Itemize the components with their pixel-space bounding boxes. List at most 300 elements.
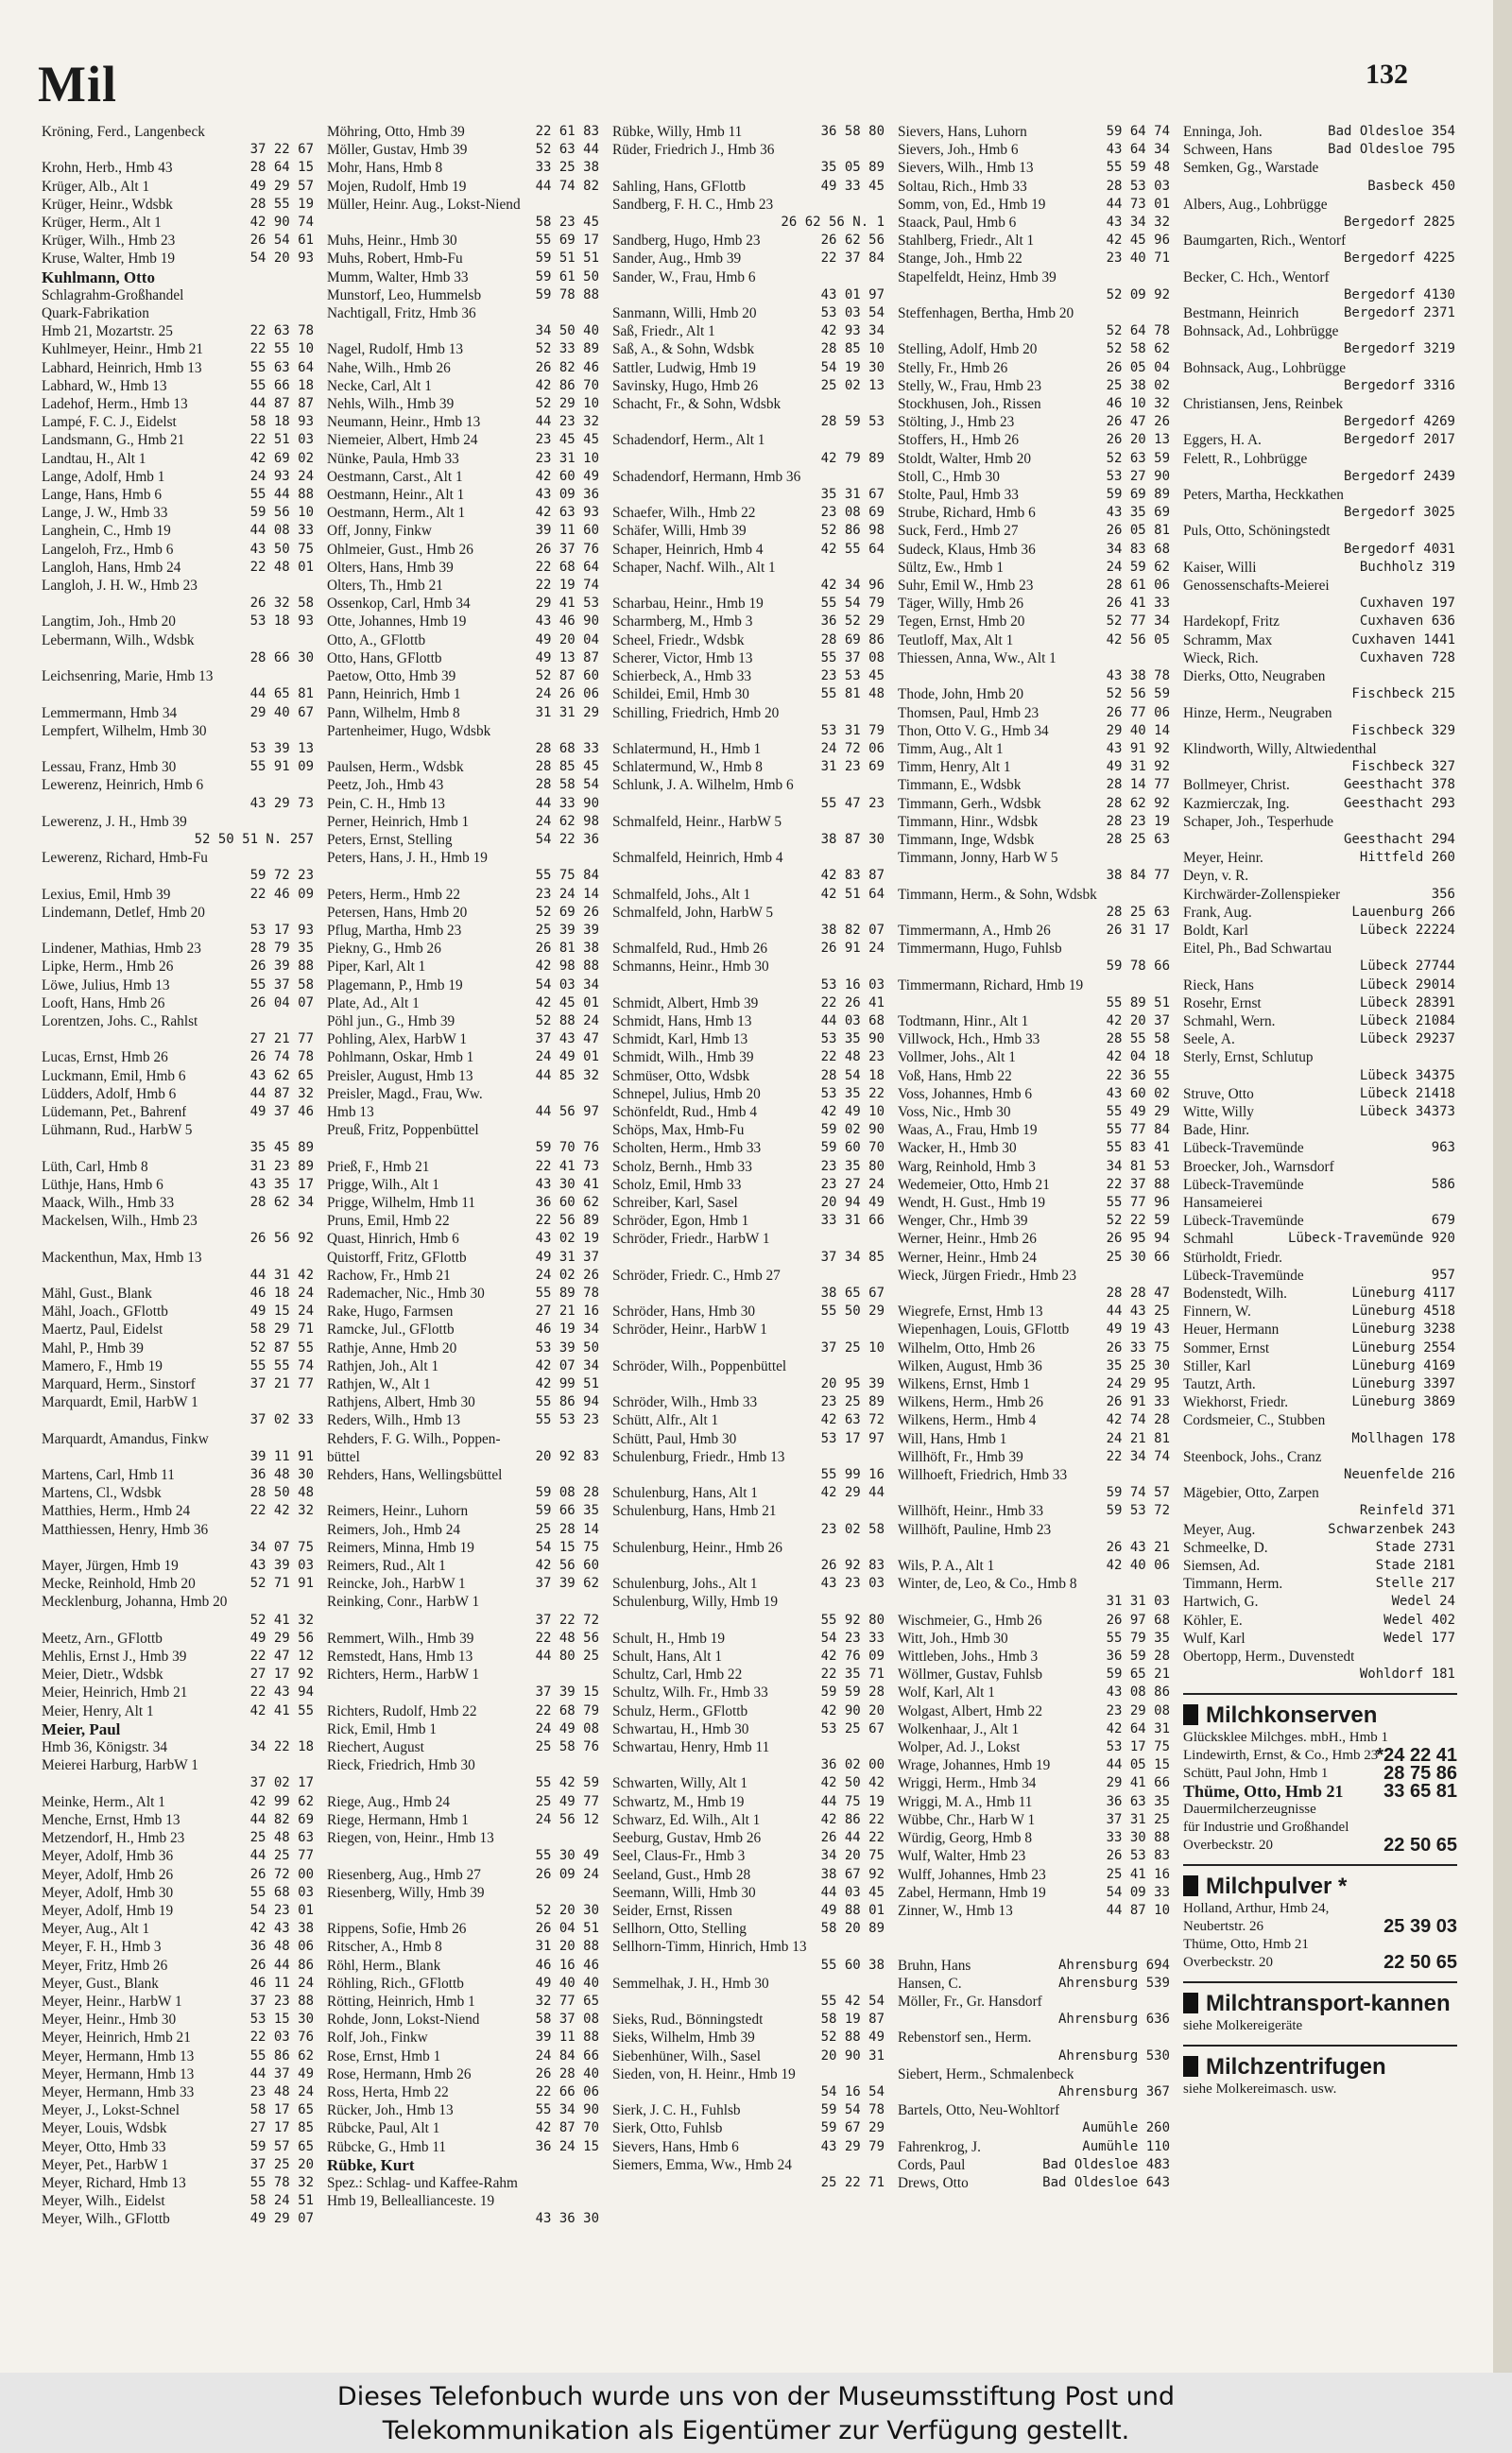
listing-entry bbox=[898, 486, 1172, 504]
listing-number: 36 63 35 bbox=[1104, 1793, 1170, 1811]
listing-name: Schmidt, Wilh., Hmb 39 bbox=[612, 1049, 754, 1066]
listing-entry bbox=[327, 867, 601, 885]
feature-subline: für Industrie und Großhandel bbox=[1183, 1820, 1349, 1836]
listing-name: Timmann, Herm., & Sohn, Wdsbk bbox=[898, 886, 1097, 903]
listing-name: Rücker, Joh., Hmb 13 bbox=[327, 2102, 454, 2119]
listing-name: Sieks, Rud., Bönningstedt bbox=[612, 2012, 764, 2029]
listing-name bbox=[612, 486, 616, 504]
listing-number: 36 24 15 bbox=[533, 2138, 599, 2156]
listing-name: Schaper, Nachf. Wilh., Alt 1 bbox=[612, 559, 776, 576]
listing-number: 58 23 45 bbox=[533, 214, 599, 232]
listing-number: 49 15 24 bbox=[248, 1303, 314, 1321]
listing-name: Sanmann, Willi, Hmb 20 bbox=[612, 305, 757, 322]
listing-name: Seemann, Willi, Hmb 30 bbox=[612, 1884, 756, 1901]
listing-entry bbox=[612, 2065, 886, 2083]
listing-name: Marquardt, Amandus, Finkw bbox=[42, 1430, 209, 1447]
listing-entry bbox=[42, 1829, 316, 1847]
listing-entry bbox=[612, 940, 886, 958]
listing-number: 23 25 89 bbox=[818, 1393, 885, 1411]
listing-number: 26 95 94 bbox=[1104, 1230, 1170, 1248]
listing-number: Lüneburg 4518 bbox=[1349, 1303, 1455, 1321]
listing-entry bbox=[327, 958, 601, 976]
listing-name: Lebermann, Wilh., Wdsbk bbox=[42, 631, 195, 648]
listing-number: 28 61 06 bbox=[1104, 577, 1170, 595]
listing-number: 55 54 79 bbox=[818, 595, 885, 613]
listing-number: 28 54 18 bbox=[818, 1067, 885, 1085]
listing-number: 27 21 77 bbox=[248, 1030, 314, 1048]
listing-entry bbox=[42, 559, 316, 577]
listing-entry bbox=[612, 1684, 886, 1702]
listing-entry bbox=[898, 1811, 1172, 1829]
listing-number: 26 62 56 N. 1 bbox=[778, 214, 885, 232]
listing-number: 49 40 40 bbox=[533, 1975, 599, 1993]
listing-entry bbox=[1183, 1502, 1457, 1520]
listing-entry bbox=[898, 958, 1172, 976]
listing-name bbox=[898, 1938, 902, 1956]
listing-entry bbox=[1183, 1630, 1457, 1648]
listing-entry bbox=[898, 522, 1172, 540]
listing-number: 55 68 03 bbox=[248, 1884, 314, 1902]
listing-number: 34 83 68 bbox=[1104, 541, 1170, 559]
listing-number: Fischbeck 327 bbox=[1349, 758, 1455, 776]
listing-entry bbox=[327, 541, 601, 559]
listing-entry bbox=[327, 1866, 601, 1884]
listing-entry bbox=[898, 196, 1172, 214]
listing-name: Stelly, Fr., Hmb 26 bbox=[898, 359, 1008, 376]
listing-number: 42 90 74 bbox=[248, 214, 314, 232]
listing-name bbox=[612, 2083, 616, 2101]
listing-entry bbox=[327, 359, 601, 377]
listing-number: Basbeck 450 bbox=[1365, 178, 1455, 196]
listing-number: 42 69 02 bbox=[248, 450, 314, 468]
listing-number: 23 29 08 bbox=[1104, 1702, 1170, 1720]
listing-entry bbox=[898, 286, 1172, 304]
listing-entry bbox=[612, 232, 886, 250]
listing-entry bbox=[42, 286, 316, 304]
listing-entry bbox=[327, 1067, 601, 1085]
listing-entry bbox=[327, 1484, 601, 1502]
listing-entry bbox=[42, 1267, 316, 1285]
listing-number: 55 89 51 bbox=[1104, 994, 1170, 1012]
footer-line-1: Dieses Telefonbuch wurde uns von der Museumsstiftung Post und bbox=[336, 2382, 1176, 2411]
listing-number: 44 23 32 bbox=[533, 413, 599, 431]
ad-line-number: 33 65 81 bbox=[1383, 1781, 1457, 1803]
listing-entry bbox=[898, 1194, 1172, 1212]
listing-number: Wohldorf 181 bbox=[1357, 1666, 1455, 1684]
listing-entry bbox=[327, 1103, 601, 1121]
listing-entry bbox=[612, 1103, 886, 1121]
listing-number: Ahrensburg 539 bbox=[1056, 1975, 1170, 1993]
listing-number: 26 54 61 bbox=[248, 232, 314, 250]
category-ad bbox=[1183, 2045, 1457, 2099]
listing-number: 42 86 22 bbox=[818, 1811, 885, 1829]
listing-entry bbox=[42, 413, 316, 431]
listing-entry bbox=[612, 559, 886, 577]
ad-line-name: siehe Molkereimasch. usw. bbox=[1183, 2082, 1337, 2098]
listing-name bbox=[898, 286, 902, 304]
listing-number: 34 81 53 bbox=[1104, 1158, 1170, 1176]
listing-number: 52 87 60 bbox=[533, 667, 599, 685]
listing-number: 59 57 65 bbox=[248, 2138, 314, 2156]
listing-number: 39 11 60 bbox=[533, 522, 599, 540]
listing-number: 52 69 26 bbox=[533, 904, 599, 922]
listing-number: 25 38 02 bbox=[1104, 377, 1170, 395]
listing-entry bbox=[1183, 776, 1457, 794]
listing-number: 43 35 69 bbox=[1104, 504, 1170, 522]
listing-entry bbox=[612, 1212, 886, 1230]
listing-entry bbox=[898, 1866, 1172, 1884]
listing-name: Marquardt, Emil, HarbW 1 bbox=[42, 1394, 198, 1411]
listing-name: Schütt, Paul, Hmb 30 bbox=[612, 1430, 737, 1447]
listing-name bbox=[1183, 1666, 1187, 1684]
listing-entry bbox=[327, 268, 601, 286]
listing-entry bbox=[1183, 1085, 1457, 1103]
feature-number: 22 50 65 bbox=[1383, 1835, 1457, 1857]
listing-entry bbox=[1183, 178, 1457, 196]
listing-name: Schacht, Fr., & Sohn, Wdsbk bbox=[612, 396, 782, 413]
listing-entry bbox=[327, 1212, 601, 1230]
listing-entry bbox=[42, 1466, 316, 1484]
listing-entry bbox=[42, 2174, 316, 2192]
listing-name bbox=[898, 2011, 902, 2029]
listing-number: 43 34 32 bbox=[1104, 214, 1170, 232]
listing-name: Schröder, Friedr., HarbW 1 bbox=[612, 1231, 770, 1248]
page-heading: Mil bbox=[38, 56, 117, 112]
listing-name: Timm, Henry, Alt 1 bbox=[898, 759, 1011, 776]
listing-number: 43 02 19 bbox=[533, 1230, 599, 1248]
listing-number: 58 24 51 bbox=[248, 2192, 314, 2210]
listing-number: 22 37 84 bbox=[818, 250, 885, 268]
listing-name bbox=[898, 2083, 902, 2101]
listing-name: Mackenthun, Max, Hmb 13 bbox=[42, 1249, 202, 1266]
listing-name bbox=[42, 649, 45, 667]
listing-entry bbox=[1183, 541, 1457, 559]
listing-name: Saß, A., & Sohn, Wdsbk bbox=[612, 341, 755, 358]
listing-number: 25 49 77 bbox=[533, 1793, 599, 1811]
listing-name: Schmalfeld, Heinr., HarbW 5 bbox=[612, 813, 782, 830]
listing-name: Seele, A. bbox=[1183, 1031, 1235, 1048]
listing-name: Wilkens, Herm., Hmb 4 bbox=[898, 1412, 1037, 1429]
listing-number: 28 25 63 bbox=[1104, 904, 1170, 922]
listing-number: 43 23 03 bbox=[818, 1575, 885, 1593]
listing-entry bbox=[898, 1630, 1172, 1648]
listing-entry bbox=[612, 1321, 886, 1339]
listing-entry bbox=[1183, 1212, 1457, 1230]
listing-entry bbox=[42, 667, 316, 685]
ad-line-name: Glücksklee Milchges. mbH., Hmb 1 bbox=[1183, 1730, 1389, 1746]
listing-number: 26 72 00 bbox=[248, 1866, 314, 1884]
listing-name: Pohlmann, Oskar, Hmb 1 bbox=[327, 1049, 474, 1066]
ad-line-name: Neubertstr. 26 bbox=[1183, 1919, 1263, 1935]
listing-name: Sierk, J. C. H., Fuhlsb bbox=[612, 2102, 741, 2119]
listing-entry bbox=[42, 1375, 316, 1393]
listing-entry bbox=[898, 704, 1172, 722]
listing-name: Schmanns, Heinr., Hmb 30 bbox=[612, 959, 769, 976]
listing-entry bbox=[612, 522, 886, 540]
listing-number: 44 87 87 bbox=[248, 395, 314, 413]
listing-entry bbox=[42, 813, 316, 831]
listing-number: 49 29 56 bbox=[248, 1630, 314, 1648]
listing-name: Sandberg, Hugo, Hmb 23 bbox=[612, 233, 761, 250]
listing-entry bbox=[1183, 1557, 1457, 1575]
listing-number: Lüneburg 4169 bbox=[1349, 1357, 1455, 1375]
listing-entry bbox=[327, 1030, 601, 1048]
listing-number: 24 72 06 bbox=[818, 740, 885, 758]
listing-number: 42 49 10 bbox=[818, 1103, 885, 1121]
listing-name: Meyer, Wilh., Eidelst bbox=[42, 2193, 165, 2210]
listing-name: Heuer, Hermann bbox=[1183, 1322, 1280, 1339]
listing-entry bbox=[898, 2083, 1172, 2101]
listing-number: 36 59 28 bbox=[1104, 1648, 1170, 1666]
listing-number: Aumühle 260 bbox=[1079, 2119, 1170, 2137]
listing-number: 25 58 76 bbox=[533, 1738, 599, 1756]
listing-entry bbox=[327, 849, 601, 867]
listing-name: Schulenburg, Hans, Hmb 21 bbox=[612, 1503, 777, 1520]
listing-name: Wacker, H., Hmb 30 bbox=[898, 1140, 1017, 1157]
listing-name: Meyer, Heinr., Hmb 30 bbox=[42, 2012, 177, 2029]
listing-entry bbox=[1183, 849, 1457, 867]
listing-number: 54 20 93 bbox=[248, 250, 314, 268]
listing-number: 37 02 33 bbox=[248, 1411, 314, 1429]
listing-number: 59 54 78 bbox=[818, 2101, 885, 2119]
listing-name: Petersen, Hans, Hmb 20 bbox=[327, 904, 468, 921]
listing-entry bbox=[898, 595, 1172, 613]
listing-name: Stoll, C., Hmb 30 bbox=[898, 468, 1000, 485]
listing-entry bbox=[42, 1230, 316, 1248]
listing-name bbox=[612, 1285, 616, 1303]
listing-entry bbox=[42, 232, 316, 250]
listing-number: 49 13 87 bbox=[533, 649, 599, 667]
listing-number: 26 47 26 bbox=[1104, 413, 1170, 431]
listing-entry bbox=[42, 1339, 316, 1357]
column-1 bbox=[42, 123, 316, 2363]
listing-name: Hmb 13 bbox=[327, 1103, 374, 1120]
listing-entry bbox=[1183, 1575, 1457, 1593]
listing-entry bbox=[612, 340, 886, 358]
listing-entry bbox=[612, 1048, 886, 1066]
listing-name: Cordsmeier, C., Stubben bbox=[1183, 1412, 1326, 1429]
listing-number: 26 77 06 bbox=[1104, 704, 1170, 722]
listing-name: Ramcke, Jul., GFlottb bbox=[327, 1322, 455, 1339]
listing-entry bbox=[612, 758, 886, 776]
listing-number: 42 07 34 bbox=[533, 1357, 599, 1375]
listing-entry bbox=[612, 2119, 886, 2137]
listing-name bbox=[612, 413, 616, 431]
listing-entry bbox=[898, 776, 1172, 794]
listing-name: Pflug, Martha, Hmb 23 bbox=[327, 922, 462, 939]
listing-entry bbox=[327, 1811, 601, 1829]
listing-entry bbox=[327, 1666, 601, 1684]
listing-number: 42 79 89 bbox=[818, 450, 885, 468]
listing-name bbox=[42, 685, 45, 703]
listing-name bbox=[612, 1557, 616, 1575]
listing-entry bbox=[612, 123, 886, 141]
listing-name: Sahling, Hans, GFlottb bbox=[612, 178, 747, 195]
listing-entry bbox=[42, 159, 316, 177]
listing-entry bbox=[42, 141, 316, 159]
listing-entry bbox=[898, 1303, 1172, 1321]
listing-name: Seeland, Gust., Hmb 28 bbox=[612, 1866, 751, 1883]
listing-entry bbox=[42, 1303, 316, 1321]
listing-number: 23 31 10 bbox=[533, 450, 599, 468]
listing-name: Reimers, Joh., Hmb 24 bbox=[327, 1521, 461, 1538]
listing-number: 43 08 86 bbox=[1104, 1684, 1170, 1702]
listing-number: 26 32 58 bbox=[248, 595, 314, 613]
listing-entry bbox=[612, 795, 886, 813]
listing-entry bbox=[898, 904, 1172, 922]
listing-number: Bad Oldesloe 483 bbox=[1040, 2156, 1170, 2174]
listing-name: Stelling, Adolf, Hmb 20 bbox=[898, 341, 1038, 358]
listing-entry bbox=[612, 1793, 886, 1811]
category-ad bbox=[1183, 1693, 1457, 1855]
listing-number: 42 50 42 bbox=[818, 1774, 885, 1792]
listing-entry bbox=[898, 1121, 1172, 1139]
listing-entry bbox=[1183, 831, 1457, 849]
listing-entry bbox=[612, 1575, 886, 1593]
listing-name: Hansameierei bbox=[1183, 1194, 1263, 1211]
listing-entry bbox=[42, 2101, 316, 2119]
listing-entry bbox=[898, 1957, 1172, 1975]
listing-entry bbox=[1183, 1321, 1457, 1339]
listing-entry bbox=[612, 359, 886, 377]
listing-name: Meyer, Pet., HarbW 1 bbox=[42, 2156, 169, 2173]
listing-entry bbox=[1183, 286, 1457, 304]
listing-number: 42 55 64 bbox=[818, 541, 885, 559]
listing-name: Ritscher, A., Hmb 8 bbox=[327, 1939, 442, 1956]
listing-entry bbox=[327, 1684, 601, 1702]
listing-entry bbox=[42, 1103, 316, 1121]
listing-number: 36 48 06 bbox=[248, 1938, 314, 1956]
listing-number: 22 19 74 bbox=[533, 577, 599, 595]
listing-entry bbox=[1183, 232, 1457, 250]
listing-entry bbox=[327, 722, 601, 740]
listing-entry bbox=[327, 758, 601, 776]
listing-number: 37 34 85 bbox=[818, 1249, 885, 1267]
listing-entry bbox=[42, 1774, 316, 1792]
listing-number: 26 41 33 bbox=[1104, 595, 1170, 613]
listing-number: 957 bbox=[1429, 1267, 1455, 1285]
listing-number: 52 63 59 bbox=[1104, 450, 1170, 468]
listing-entry bbox=[327, 395, 601, 413]
listing-number: 24 59 62 bbox=[1104, 559, 1170, 577]
listing-name bbox=[1183, 1502, 1187, 1520]
listing-name: Semmelhak, J. H., Hmb 30 bbox=[612, 1975, 769, 1992]
listing-entry bbox=[612, 958, 886, 976]
listing-number: 54 19 30 bbox=[818, 359, 885, 377]
listing-entry bbox=[612, 2029, 886, 2047]
listing-entry bbox=[42, 1393, 316, 1411]
listing-name: Willhöft, Fr., Hmb 39 bbox=[898, 1448, 1023, 1465]
listing-entry bbox=[612, 1756, 886, 1774]
listing-number: Bergedorf 2371 bbox=[1341, 304, 1455, 322]
listing-name: Schwartau, Henry, Hmb 11 bbox=[612, 1739, 770, 1756]
listing-entry bbox=[327, 1630, 601, 1648]
listing-number: 55 34 90 bbox=[533, 2101, 599, 2119]
listing-number: Geesthacht 378 bbox=[1341, 776, 1455, 794]
listing-name: Peetz, Joh., Hmb 43 bbox=[327, 777, 444, 794]
listing-number: 55 42 54 bbox=[818, 1993, 885, 2011]
listing-name: Sieks, Wilhelm, Hmb 39 bbox=[612, 2030, 755, 2047]
listing-number: 33 30 88 bbox=[1104, 1829, 1170, 1847]
listing-name bbox=[1183, 722, 1187, 740]
listing-entry bbox=[612, 1957, 886, 1975]
listing-entry bbox=[1183, 631, 1457, 649]
listing-number: 54 09 33 bbox=[1104, 1884, 1170, 1902]
listing-name: Peters, Hans, J. H., Hmb 19 bbox=[327, 850, 488, 867]
listing-name: Perner, Heinrich, Hmb 1 bbox=[327, 813, 470, 830]
listing-number: Lüneburg 3869 bbox=[1349, 1393, 1455, 1411]
listing-name bbox=[1183, 1430, 1187, 1448]
listing-number: 26 62 56 bbox=[818, 232, 885, 250]
listing-entry bbox=[898, 922, 1172, 940]
ad-line bbox=[1183, 1918, 1457, 1936]
listing-name: Fahrenkrog, J. bbox=[898, 2138, 981, 2155]
listing-number: 59 51 51 bbox=[533, 250, 599, 268]
listing-entry bbox=[42, 1847, 316, 1865]
listing-name: Paulsen, Herm., Wdsbk bbox=[327, 759, 464, 776]
listing-name: Schmahl, Wern. bbox=[1183, 1012, 1276, 1029]
listing-number: 52 88 49 bbox=[818, 2029, 885, 2047]
listing-entry bbox=[612, 304, 886, 322]
listing-entry bbox=[42, 631, 316, 649]
listing-name: Vollmer, Johs., Alt 1 bbox=[898, 1049, 1016, 1066]
listing-number: Lübeck 34375 bbox=[1357, 1067, 1455, 1085]
listing-number: Stade 2181 bbox=[1373, 1557, 1455, 1575]
listing-entry bbox=[1183, 1339, 1457, 1357]
listing-entry bbox=[1183, 1267, 1457, 1285]
listing-name: Rathje, Anne, Hmb 20 bbox=[327, 1339, 457, 1356]
listing-entry bbox=[327, 976, 601, 994]
listing-name bbox=[898, 994, 902, 1012]
listing-entry bbox=[612, 1393, 886, 1411]
listing-entry bbox=[612, 468, 886, 486]
listing-entry bbox=[327, 1847, 601, 1865]
listing-name: Martens, Cl., Wdsbk bbox=[42, 1485, 162, 1502]
listing-entry bbox=[612, 486, 886, 504]
listing-name: Hartwich, G. bbox=[1183, 1594, 1259, 1611]
listing-number: 24 29 95 bbox=[1104, 1375, 1170, 1393]
listing-number: 28 68 33 bbox=[533, 740, 599, 758]
listing-entry bbox=[612, 1557, 886, 1575]
listing-number: 37 22 67 bbox=[248, 141, 314, 159]
listing-name: Meyer, Hermann, Hmb 33 bbox=[42, 2083, 195, 2100]
listing-number: 46 10 32 bbox=[1104, 395, 1170, 413]
listing-name bbox=[42, 1230, 45, 1248]
listing-name bbox=[42, 1612, 45, 1630]
listing-name: Prigge, Wilhelm, Hmb 11 bbox=[327, 1194, 476, 1211]
listing-name: Steffenhagen, Bertha, Hmb 20 bbox=[898, 305, 1074, 322]
listing-name: Schilling, Friedrich, Hmb 20 bbox=[612, 704, 780, 721]
listing-entry bbox=[42, 1285, 316, 1303]
listing-name: Möller, Gustav, Hmb 39 bbox=[327, 142, 468, 159]
listing-name: Schildei, Emil, Hmb 30 bbox=[612, 686, 749, 703]
listing-number: Lauenburg 266 bbox=[1349, 904, 1455, 922]
listing-entry bbox=[42, 214, 316, 232]
listing-name: Thon, Otto V. G., Hmb 34 bbox=[898, 722, 1049, 739]
listing-number: 55 77 84 bbox=[1104, 1121, 1170, 1139]
listing-entry bbox=[1183, 268, 1457, 286]
listing-entry bbox=[612, 994, 886, 1012]
listing-number: 43 91 92 bbox=[1104, 740, 1170, 758]
listing-number: 31 23 69 bbox=[818, 758, 885, 776]
listing-name: Schulenburg, Johs., Alt 1 bbox=[612, 1576, 758, 1593]
listing-number: 42 63 93 bbox=[533, 504, 599, 522]
listing-entry bbox=[327, 1521, 601, 1539]
listing-number: 26 82 46 bbox=[533, 359, 599, 377]
listing-number: 55 44 88 bbox=[248, 486, 314, 504]
listing-number: 31 31 29 bbox=[533, 704, 599, 722]
listing-entry bbox=[1183, 1139, 1457, 1157]
